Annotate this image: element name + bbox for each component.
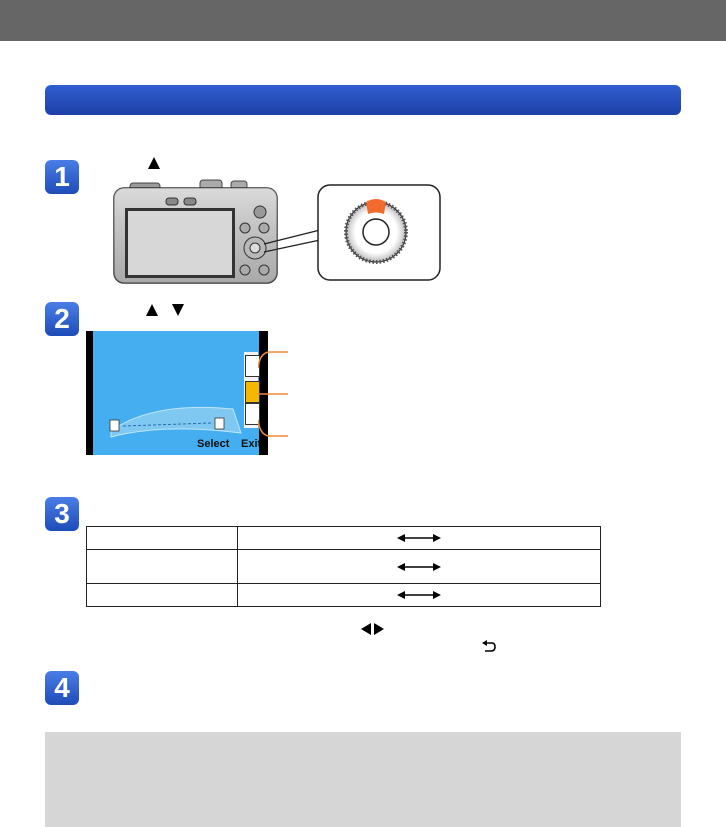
step-1-badge xyxy=(45,160,79,194)
up-arrow-icon xyxy=(148,157,160,169)
double-arrow-icon xyxy=(397,562,441,572)
down-arrow-icon xyxy=(172,304,184,316)
camera-screen xyxy=(86,331,268,455)
return-icon xyxy=(482,640,496,653)
up-arrow-icon xyxy=(146,304,158,316)
step-number: 3 xyxy=(54,498,70,529)
step-4-badge xyxy=(45,671,79,705)
note-box xyxy=(45,732,681,827)
camera-back-illustration xyxy=(108,178,443,288)
table-row xyxy=(87,550,601,584)
camera-screen-display xyxy=(93,331,262,455)
left-arrow-icon xyxy=(361,623,371,635)
scene-icon-right xyxy=(215,418,224,429)
table-row xyxy=(87,527,601,550)
step-number: 1 xyxy=(54,161,70,192)
step-2-badge xyxy=(45,302,79,336)
step-number: 4 xyxy=(54,672,70,703)
select-label: Select xyxy=(197,438,230,450)
scene-icon-left xyxy=(110,420,119,431)
double-arrow-icon xyxy=(397,590,441,600)
header-bar xyxy=(0,0,726,41)
callout-lines xyxy=(258,350,288,440)
table-row xyxy=(87,584,601,607)
step-3-badge xyxy=(45,497,79,531)
settings-table xyxy=(86,526,601,607)
double-arrow-icon xyxy=(397,533,441,543)
step-number: 2 xyxy=(54,303,70,334)
exit-label: Exit xyxy=(241,438,262,450)
section-title-bar xyxy=(45,85,681,115)
right-arrow-icon xyxy=(374,623,384,635)
